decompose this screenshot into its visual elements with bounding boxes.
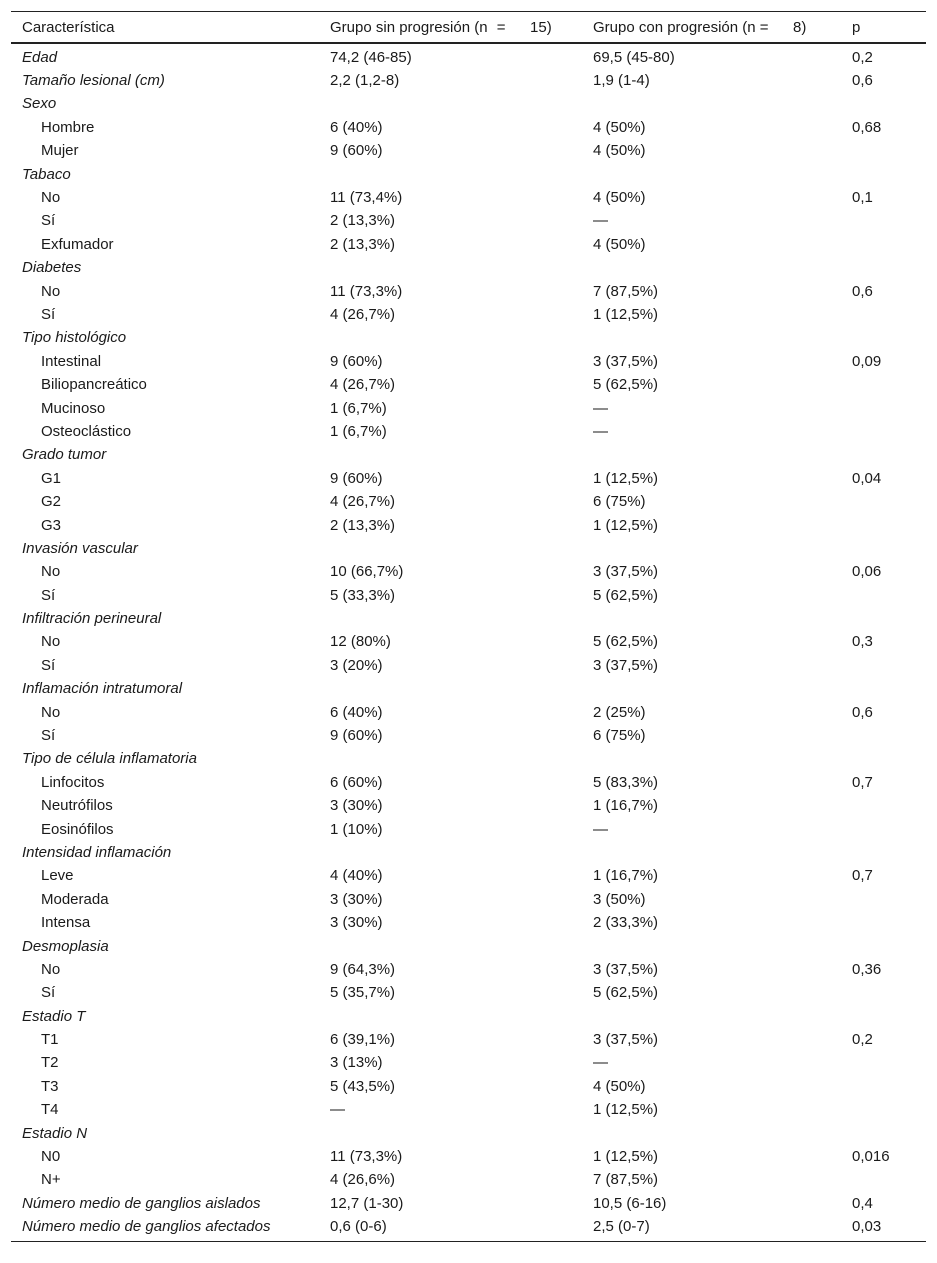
table-row	[11, 631, 926, 654]
cell-no-progression: 4 (26,6%)	[330, 1171, 396, 1189]
cell-no-progression: 3 (20%)	[330, 656, 383, 674]
cell-progression	[582, 444, 841, 467]
cell-p: 0,1	[852, 189, 873, 207]
row-label: Sí	[41, 984, 56, 1002]
cell-progression: —	[593, 399, 608, 417]
table-row	[11, 607, 926, 630]
cell-no-progression	[319, 327, 582, 350]
row-label: G1	[41, 469, 62, 487]
cell-p: 0,68	[852, 118, 882, 136]
row-label: No	[41, 703, 61, 721]
row-label: Estadio T	[22, 1007, 86, 1025]
cell-p	[841, 140, 926, 163]
table-row	[11, 584, 926, 607]
row-label: Desmoplasia	[22, 937, 109, 955]
cell-no-progression: 11 (73,3%)	[330, 282, 403, 300]
cell-no-progression: 0,6 (0-6)	[319, 1216, 582, 1242]
cell-p	[841, 607, 926, 630]
table-row	[11, 186, 926, 209]
table-row	[11, 1052, 926, 1075]
cell-progression: 1 (12,5%)	[593, 1101, 659, 1119]
row-label: T1	[41, 1031, 59, 1049]
cell-p	[841, 888, 926, 911]
row-label: No	[41, 960, 61, 978]
cell-p: 0,7	[852, 773, 873, 791]
table-row	[11, 1099, 926, 1122]
header-group-progression: Grupo con progresión (n = 8)	[582, 12, 841, 44]
row-label: Número medio de ganglios afectados	[11, 1216, 319, 1242]
cell-p	[841, 841, 926, 864]
cell-p: 0,016	[852, 1148, 890, 1166]
cell-progression: 4 (50%)	[593, 189, 646, 207]
row-label: Sí	[41, 305, 56, 323]
row-label: G2	[41, 493, 62, 511]
table-row	[11, 373, 926, 396]
cell-progression: 4 (50%)	[593, 118, 646, 136]
cell-progression: 4 (50%)	[593, 142, 646, 160]
table-row	[11, 280, 926, 303]
cell-no-progression: 6 (40%)	[330, 118, 383, 136]
row-label: No	[41, 282, 61, 300]
cell-progression: 69,5 (45-80)	[593, 48, 675, 66]
row-label: Número medio de ganglios aislados	[22, 1194, 261, 1212]
row-label: N0	[41, 1148, 61, 1166]
cell-no-progression: 11 (73,4%)	[330, 189, 403, 207]
cell-no-progression	[319, 444, 582, 467]
table-row	[11, 43, 926, 69]
cell-p	[841, 678, 926, 701]
header-group-no-progression: Grupo sin progresión (n = 15)	[319, 12, 582, 44]
cell-p	[841, 93, 926, 116]
cell-progression	[582, 1005, 841, 1028]
table-row	[11, 818, 926, 841]
table-row	[11, 841, 926, 864]
cell-p: 0,2	[852, 1031, 873, 1049]
cell-progression: —	[593, 820, 608, 838]
cell-p	[841, 373, 926, 396]
cell-p	[841, 1122, 926, 1145]
row-label: Intestinal	[41, 352, 102, 370]
cell-p	[841, 327, 926, 350]
table-row	[11, 982, 926, 1005]
row-label: Tamaño lesional (cm)	[22, 72, 165, 90]
cell-p	[841, 210, 926, 233]
cell-p	[841, 748, 926, 771]
cell-no-progression: 11 (73,3%)	[330, 1148, 403, 1166]
row-label: G3	[41, 516, 62, 534]
cell-no-progression: 12 (80%)	[330, 633, 391, 651]
cell-no-progression	[319, 678, 582, 701]
cell-p: 0,3	[852, 633, 873, 651]
cell-no-progression	[319, 537, 582, 560]
table-row	[11, 140, 926, 163]
row-label: Tipo histológico	[22, 329, 127, 347]
table-row	[11, 748, 926, 771]
row-label: Grado tumor	[22, 446, 107, 464]
cell-no-progression: 2,2 (1,2-8)	[330, 72, 400, 90]
cell-progression: 6 (75%)	[593, 493, 646, 511]
cell-progression: 6 (75%)	[593, 727, 646, 745]
cell-progression: 5 (62,5%)	[593, 984, 659, 1002]
cell-no-progression: 3 (30%)	[330, 914, 383, 932]
table-row	[11, 537, 926, 560]
cell-no-progression: 9 (60%)	[330, 142, 383, 160]
table-row	[11, 233, 926, 256]
row-label: Sexo	[22, 95, 57, 113]
cell-no-progression	[319, 163, 582, 186]
row-label: T4	[41, 1101, 59, 1119]
cell-progression	[582, 327, 841, 350]
table-row	[11, 93, 926, 116]
cell-no-progression: 9 (60%)	[330, 469, 383, 487]
row-label: Linfocitos	[41, 773, 105, 791]
cell-progression: 1 (12,5%)	[593, 469, 659, 487]
cell-progression: —	[593, 422, 608, 440]
cell-no-progression: 6 (60%)	[330, 773, 383, 791]
row-label: Sí	[41, 656, 56, 674]
table-row	[11, 210, 926, 233]
table-row	[11, 935, 926, 958]
cell-p	[841, 397, 926, 420]
row-label: T2	[41, 1054, 59, 1072]
cell-no-progression: 4 (26,7%)	[330, 493, 396, 511]
cell-no-progression: 74,2 (46-85)	[330, 48, 412, 66]
cell-progression: 1 (12,5%)	[593, 516, 659, 534]
cell-progression: 5 (83,3%)	[593, 773, 659, 791]
row-label: Exfumador	[41, 235, 114, 253]
table-row	[11, 724, 926, 747]
row-label: Intensidad inflamación	[22, 843, 172, 861]
table-row	[11, 444, 926, 467]
cell-no-progression: 10 (66,7%)	[330, 563, 404, 581]
cell-no-progression: 1 (6,7%)	[330, 422, 387, 440]
cell-progression: 3 (37,5%)	[593, 1031, 659, 1049]
row-label: Tabaco	[22, 165, 71, 183]
cell-p: 0,6	[852, 282, 873, 300]
cell-progression	[582, 93, 841, 116]
cell-no-progression: 6 (40%)	[330, 703, 383, 721]
cell-progression: 2 (33,3%)	[593, 914, 659, 932]
row-label: Mujer	[41, 142, 79, 160]
table-row	[11, 420, 926, 443]
cell-p	[841, 514, 926, 537]
table-row	[11, 514, 926, 537]
cell-no-progression: —	[330, 1101, 345, 1119]
cell-progression	[582, 748, 841, 771]
cell-progression: —	[593, 212, 608, 230]
table-row	[11, 1122, 926, 1145]
cell-progression	[582, 537, 841, 560]
row-label: Moderada	[41, 890, 109, 908]
cell-progression: 1 (12,5%)	[593, 305, 659, 323]
cell-no-progression	[319, 93, 582, 116]
table-row	[11, 327, 926, 350]
cell-no-progression: 2 (13,3%)	[330, 235, 396, 253]
row-label: Sí	[41, 727, 56, 745]
cell-progression: 10,5 (6-16)	[593, 1194, 667, 1212]
row-label: No	[41, 633, 61, 651]
cell-no-progression: 2 (13,3%)	[330, 516, 396, 534]
cell-progression: 2,5 (0-7)	[582, 1216, 841, 1242]
cell-p	[841, 654, 926, 677]
table-row	[11, 1028, 926, 1051]
cell-progression	[582, 1122, 841, 1145]
header-characteristic: Característica	[11, 12, 319, 44]
table-row	[11, 163, 926, 186]
cell-progression: 3 (50%)	[593, 890, 646, 908]
table-row	[11, 678, 926, 701]
cell-progression: 3 (37,5%)	[593, 960, 659, 978]
cell-no-progression: 12,7 (1-30)	[330, 1194, 404, 1212]
cell-no-progression	[319, 257, 582, 280]
table-row	[11, 490, 926, 513]
table-row	[11, 654, 926, 677]
table-row	[11, 771, 926, 794]
table-row	[11, 1169, 926, 1192]
header-p-value: p	[841, 12, 926, 44]
table-row	[11, 795, 926, 818]
row-label: Sí	[41, 212, 56, 230]
cell-progression: 2 (25%)	[593, 703, 646, 721]
cell-no-progression: 2 (13,3%)	[330, 212, 396, 230]
table-row	[11, 303, 926, 326]
cell-progression: 1 (16,7%)	[593, 867, 659, 885]
cell-progression: 7 (87,5%)	[593, 282, 659, 300]
cell-p: 0,6	[852, 703, 873, 721]
row-label: Sí	[41, 586, 56, 604]
cell-no-progression	[319, 935, 582, 958]
cell-p: 0,2	[852, 48, 873, 66]
cell-p	[841, 724, 926, 747]
row-label: N+	[41, 1171, 61, 1189]
table-row	[11, 69, 926, 92]
cell-progression: 5 (62,5%)	[593, 633, 659, 651]
row-label: Biliopancreático	[41, 376, 147, 394]
cell-progression	[582, 163, 841, 186]
cell-p	[841, 982, 926, 1005]
cell-p	[841, 911, 926, 934]
cell-no-progression: 5 (35,7%)	[330, 984, 396, 1002]
table-row	[11, 1192, 926, 1215]
cell-progression: 3 (37,5%)	[593, 352, 659, 370]
cell-p	[841, 490, 926, 513]
table-row	[11, 1145, 926, 1168]
row-label: No	[41, 189, 61, 207]
cell-progression	[582, 935, 841, 958]
cell-no-progression: 3 (30%)	[330, 890, 383, 908]
table-row	[11, 1075, 926, 1098]
row-label: Neutrófilos	[41, 797, 113, 815]
row-label: Infiltración perineural	[22, 610, 162, 628]
cell-p	[841, 537, 926, 560]
cell-no-progression	[319, 841, 582, 864]
cell-no-progression: 6 (39,1%)	[330, 1031, 396, 1049]
cell-progression: 5 (62,5%)	[593, 376, 659, 394]
row-label: Estadio N	[22, 1124, 88, 1142]
cell-p: 0,36	[852, 960, 882, 978]
row-label: Tipo de célula inflamatoria	[22, 750, 197, 768]
cell-no-progression	[319, 607, 582, 630]
cell-p	[841, 935, 926, 958]
table-row	[11, 958, 926, 981]
cell-p: 0,7	[852, 867, 873, 885]
cell-no-progression	[319, 1122, 582, 1145]
characteristics-table	[11, 11, 926, 1242]
cell-p	[841, 420, 926, 443]
table-row	[11, 1005, 926, 1028]
table-row	[11, 888, 926, 911]
cell-progression	[582, 678, 841, 701]
row-label: Inflamación intratumoral	[22, 680, 183, 698]
row-label: Osteoclástico	[41, 422, 132, 440]
cell-no-progression: 4 (26,7%)	[330, 376, 396, 394]
cell-p: 0,04	[852, 469, 882, 487]
cell-p	[841, 818, 926, 841]
header-row	[11, 12, 926, 44]
cell-no-progression: 4 (26,7%)	[330, 305, 396, 323]
row-label: Invasión vascular	[22, 539, 138, 557]
row-label: Diabetes	[22, 259, 82, 277]
cell-p	[841, 1075, 926, 1098]
table-row	[11, 116, 926, 139]
row-label: Edad	[22, 48, 58, 66]
cell-p	[841, 1005, 926, 1028]
row-label: Intensa	[41, 914, 91, 932]
table-row	[11, 350, 926, 373]
cell-progression: 4 (50%)	[593, 235, 646, 253]
cell-no-progression: 9 (60%)	[330, 352, 383, 370]
cell-no-progression: 1 (10%)	[330, 820, 383, 838]
table-row	[11, 701, 926, 724]
cell-p	[841, 1169, 926, 1192]
cell-no-progression: 5 (33,3%)	[330, 586, 396, 604]
cell-p: 0,03	[841, 1216, 926, 1242]
cell-progression: 1 (12,5%)	[593, 1148, 659, 1166]
cell-progression: —	[593, 1054, 608, 1072]
cell-p: 0,06	[852, 563, 882, 581]
cell-progression	[582, 257, 841, 280]
table-row	[11, 561, 926, 584]
cell-p	[841, 303, 926, 326]
cell-p: 0,6	[852, 72, 873, 90]
row-label: Hombre	[41, 118, 95, 136]
cell-p	[841, 444, 926, 467]
cell-p	[841, 233, 926, 256]
cell-no-progression: 1 (6,7%)	[330, 399, 387, 417]
cell-p	[841, 584, 926, 607]
cell-progression	[582, 841, 841, 864]
table-row	[11, 865, 926, 888]
table-row	[11, 1216, 926, 1242]
cell-p: 0,4	[852, 1194, 873, 1212]
cell-no-progression: 9 (60%)	[330, 727, 383, 745]
table-row	[11, 397, 926, 420]
cell-progression: 1 (16,7%)	[593, 797, 659, 815]
cell-no-progression: 4 (40%)	[330, 867, 383, 885]
table-row	[11, 257, 926, 280]
cell-no-progression: 9 (64,3%)	[330, 960, 396, 978]
cell-no-progression: 5 (43,5%)	[330, 1077, 396, 1095]
cell-progression: 5 (62,5%)	[593, 586, 659, 604]
cell-progression: 4 (50%)	[593, 1077, 646, 1095]
row-label: Eosinófilos	[41, 820, 114, 838]
row-label: No	[41, 563, 61, 581]
cell-progression: 1,9 (1-4)	[593, 72, 650, 90]
cell-p	[841, 1099, 926, 1122]
cell-progression: 3 (37,5%)	[593, 563, 659, 581]
row-label: Mucinoso	[41, 399, 106, 417]
cell-progression: 7 (87,5%)	[593, 1171, 659, 1189]
cell-p	[841, 795, 926, 818]
cell-no-progression	[319, 748, 582, 771]
cell-no-progression: 3 (13%)	[330, 1054, 383, 1072]
cell-progression	[582, 607, 841, 630]
cell-p	[841, 163, 926, 186]
row-label: T3	[41, 1077, 59, 1095]
cell-no-progression	[319, 1005, 582, 1028]
table-row	[11, 467, 926, 490]
table-row	[11, 911, 926, 934]
cell-no-progression: 3 (30%)	[330, 797, 383, 815]
cell-progression: 3 (37,5%)	[593, 656, 659, 674]
cell-p	[841, 257, 926, 280]
cell-p: 0,09	[852, 352, 882, 370]
row-label: Leve	[41, 867, 74, 885]
cell-p	[841, 1052, 926, 1075]
